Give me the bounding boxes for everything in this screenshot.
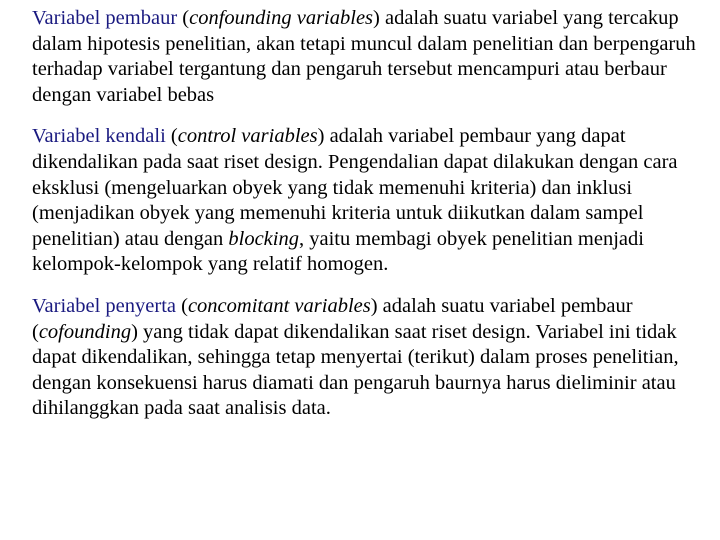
slide-body [32,6,712,436]
term-english-control: control variables [177,125,318,148]
paren-open: ( [165,125,178,148]
paren-open: ( [177,7,190,29]
definition-text: adalah suatu variabel yang tercakup dalam hipotesis penelitian, akan tetapi muncul dalam penelitian dan berpengaruh terhadap variabel tergantung dan pengaruh tersebut mencampuri atau berbaur dengan variabel bebas [32,7,696,106]
term-english-confounding: confounding variables [189,7,374,29]
term-variabel-penyerta: Variabel penyerta [32,294,176,317]
term-variabel-pembaur: Variabel pembaur [32,7,178,29]
paragraph-concomitant-variables [32,294,712,422]
definition-text-part-b: ) yang tidak dapat dikendalikan saat riset design. Variabel ini tidak dapat dikendalikan, sehingga tetap menyertai (terikut) dalam proses penelitian, dengan konsekuensi harus diamati dan pengaruh baurnya harus dieliminir atau dihilanggkan pada saat analisis data. [32,320,679,420]
term-variabel-kendali: Variabel kendali [32,125,166,148]
paren-close: ) [317,125,325,148]
paragraph-control-variables [32,124,712,278]
paren-close: ) [373,7,380,29]
definition-text-part-a: adalah variabel pembaur yang dapat dikendalikan pada saat riset design. Pengendalian dapat dilakukan dengan cara eksklusi (mengeluarkan obyek yang tidak memenuhi kriteria) dan inklusi (menjadikan obyek yang memenuhi kriteria untuk diikutkan dalam sampel penelitian) atau dengan [32,125,678,250]
definition-text-part-a: adalah suatu variabel pembaur ( [32,294,633,343]
paragraph-confounding-variables [32,6,712,108]
paren-open: ( [176,294,188,317]
paren-close: ) [370,294,378,317]
italic-word-cofounding: cofounding [38,320,132,343]
italic-word-blocking: blocking [228,227,299,250]
term-english-concomitant: concomitant variables [187,294,371,317]
definition-text-part-b: , yaitu membagi obyek penelitian menjadi kelompok-kelompok yang relatif homogen. [32,227,644,276]
